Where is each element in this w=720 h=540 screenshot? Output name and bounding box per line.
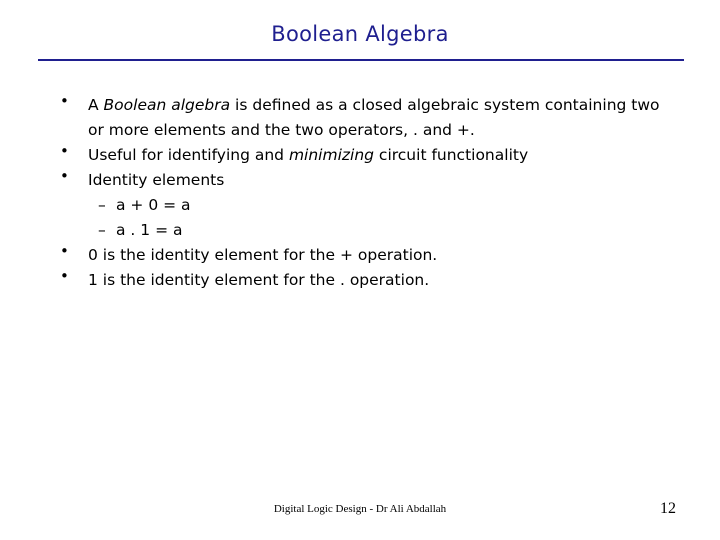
sub-item-text: a + 0 = a: [116, 196, 191, 214]
bullet-item-zero-identity: [60, 243, 680, 268]
bullet-text-pre: A: [88, 96, 104, 114]
bullet-text: 0 is the identity element for the + operation.: [88, 246, 438, 264]
bullet-text-emphasis: minimizing: [288, 146, 374, 164]
bullet-text-pre: Useful for identifying and: [88, 146, 289, 164]
bullet-icon: •: [60, 167, 69, 185]
sub-item-additive-identity: [60, 193, 680, 218]
sub-item-text: a . 1 = a: [116, 221, 183, 239]
bullet-item-usefulness: [60, 143, 680, 168]
sub-item-multiplicative-identity: [60, 218, 680, 243]
dash-icon: –: [98, 196, 106, 214]
bullet-icon: •: [60, 142, 69, 160]
bullet-item-identity-elements: [60, 168, 680, 193]
bullet-text-emphasis: Boolean algebra: [103, 96, 231, 114]
bullet-text: 1 is the identity element for the . operation.: [88, 271, 430, 289]
bullet-text: Identity elements: [88, 171, 225, 189]
slide-footer: Digital Logic Design - Dr Ali Abdallah: [273, 503, 447, 515]
bullet-icon: •: [60, 92, 69, 110]
page-number: 12: [660, 500, 676, 517]
dash-icon: –: [98, 221, 106, 239]
bullet-text-post: circuit functionality: [374, 146, 529, 164]
bullet-icon: •: [60, 267, 69, 285]
slide-title: Boolean Algebra: [271, 22, 449, 46]
bullet-icon: •: [60, 242, 69, 260]
bullet-item-one-identity: [60, 268, 680, 293]
slide-content: [60, 93, 680, 293]
title-underline: [38, 59, 684, 61]
bullet-text-post: is defined as a closed algebraic system containing two or more elements and the two operators, . and +.: [88, 96, 660, 139]
bullet-item-boolean-definition: [60, 93, 680, 143]
